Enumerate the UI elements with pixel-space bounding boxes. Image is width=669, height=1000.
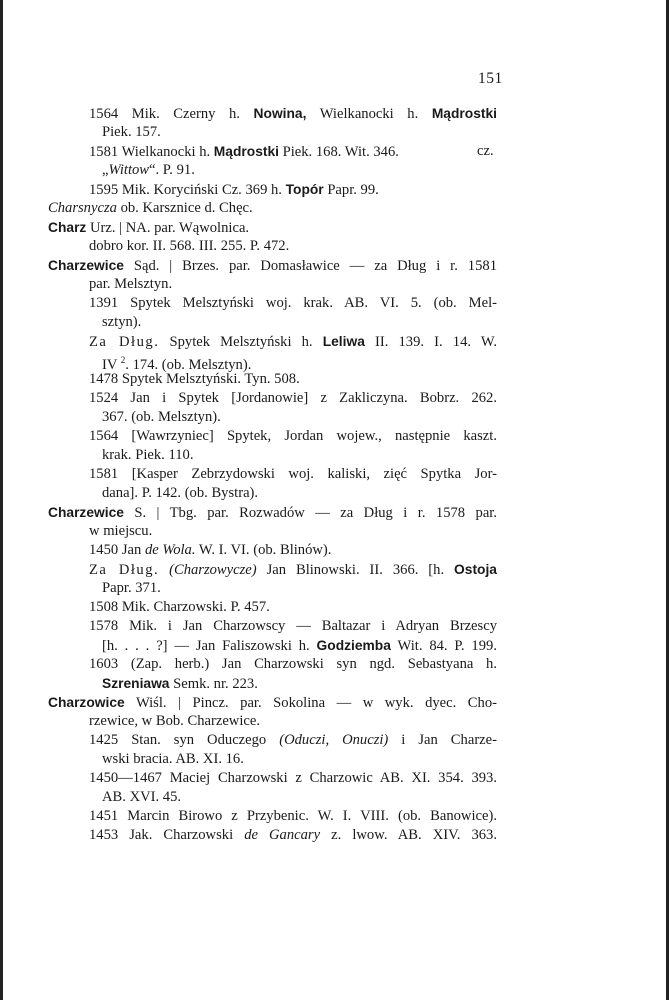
coat-of-arms: Ostoja — [454, 562, 497, 577]
text-line: 1581 Wielkanocki h. Mądrostki Piek. 168. Wit. 346. cz. — [89, 143, 494, 160]
coat-of-arms: Topór — [285, 182, 324, 197]
text-line: 1478 Spytek Melsztyński. Tyn. 508. — [89, 371, 300, 387]
text-line: 1391 Spytek Melsztyński woj. krak. AB. VI. 5. (ob. Mel- — [89, 295, 497, 311]
italic-name: Wittow — [108, 162, 150, 178]
text-line: 1450—1467 Maciej Charzowski z Charzowic AB. XI. 354. 393. — [89, 770, 497, 786]
text-line: dana]. P. 142. (ob. Bystra). — [102, 485, 259, 501]
entry-heading-line: Charz Urz. | NA. par. Wąwolnica. — [48, 220, 250, 236]
coat-of-arms: Leliwa — [322, 334, 365, 349]
coat-of-arms: Mądrostki — [431, 106, 497, 121]
entry-heading-italic: Charsnycza — [48, 200, 117, 216]
coat-of-arms: Szreniawa — [102, 676, 170, 691]
superscript: 2 — [120, 355, 126, 365]
text-line: 1453 Jak. Charzowski de Gancary z. lwow. AB. XIV. 363. — [89, 827, 497, 843]
page-number: 151 — [478, 70, 503, 87]
italic-name: (Oduczi, Onuczi) — [279, 732, 389, 748]
text-line: „Wittow“. P. 91. — [102, 162, 195, 178]
text-line: Za Dług. (Charzowycze) Jan Blinowski. II. 366. [h. Ostoja — [89, 562, 497, 578]
italic-name: de Gancary — [244, 827, 321, 843]
text-line: Piek. 157. — [102, 124, 161, 140]
text-line: 1578 Mik. i Jan Charzowscy — Baltazar i Adryan Brzescy — [89, 618, 497, 634]
text-line: dobro kor. II. 568. III. 255. P. 472. — [89, 238, 290, 254]
text-line: 1425 Stan. syn Oduczego (Oduczi, Onuczi) i Jan Charze- — [89, 732, 497, 748]
text-line: Papr. 371. — [102, 580, 161, 596]
text-line: sztyn). — [102, 314, 142, 330]
entry-heading-line: Charzewice S. | Tbg. par. Rozwadów — za Dług i r. 1578 par. — [48, 505, 497, 521]
text-line: 1450 Jan de Wola. W. I. VI. (ob. Blinów). — [89, 542, 332, 558]
entry-heading: Charzewice — [48, 505, 124, 520]
entry-heading-line: Charzowice Wiśl. | Pincz. par. Sokolina — w wyk. dyec. Cho- — [48, 695, 497, 711]
text-line: Szreniawa Semk. nr. 223. — [102, 676, 258, 692]
text-line: par. Melsztyn. — [89, 276, 173, 292]
text-line: [h. . . . ?] — Jan Faliszowski h. Godziemba Wit. 84. P. 199. — [102, 638, 497, 654]
page-body — [0, 104, 669, 845]
coat-of-arms: Nowina, — [253, 106, 307, 121]
text-line: 1524 Jan i Spytek [Jordanowie] z Zakliczyna. Bobrz. 262. — [89, 390, 497, 406]
spaced-label: Za Dług. — [89, 334, 160, 350]
text-line: 1595 Mik. Koryciński Cz. 369 h. Topór Papr. 99. — [89, 182, 379, 198]
italic-name: de Wola. — [144, 542, 196, 558]
coat-of-arms: Godziemba — [316, 638, 391, 653]
text-line — [0, 104, 669, 123]
entry-heading: Charzewice — [48, 258, 124, 273]
text-line: AB. XVI. 45. — [102, 789, 182, 805]
coat-of-arms: Mądrostki — [213, 144, 279, 159]
entry-heading-line: Charsnycza ob. Karsznice d. Chęc. — [48, 200, 253, 216]
entry-heading: Charz — [48, 220, 87, 235]
text-line: wski bracia. AB. XI. 16. — [102, 751, 244, 767]
entry-heading-line: Charzewice Sąd. | Brzes. par. Domasławice — za Dług i r. 1581 — [48, 258, 497, 274]
text-line: 1564 [Wawrzyniec] Spytek, Jordan wojew., następnie kaszt. — [89, 428, 497, 444]
text-line: rzewice, w Bob. Charzewice. — [89, 713, 260, 729]
entry-heading: Charzowice — [48, 695, 125, 710]
text-line: IV $^2$. 174. (ob. Melsztyn). — [102, 355, 252, 373]
text-line: w miejscu. — [89, 523, 153, 539]
text-line: krak. Piek. 110. — [102, 447, 194, 463]
text-line: Za Dług. Spytek Melsztyński h. Leliwa II. 139. I. 14. W. — [89, 334, 497, 350]
line-text: 1564 Mik. Czerny h. — [89, 106, 254, 122]
line-text: Wielkanocki h. — [306, 106, 432, 122]
spaced-label: Za Dług. — [89, 562, 160, 578]
text-line: 1603 (Zap. herb.) Jan Charzowski syn ngd. Sebastyana h. — [89, 656, 497, 672]
text-line: 1508 Mik. Charzowski. P. 457. — [89, 599, 270, 615]
reference-abbrev: cz. — [477, 143, 494, 159]
italic-name: (Charzowycze) — [169, 562, 257, 578]
text-line: 367. (ob. Melsztyn). — [102, 409, 221, 425]
text-line: 1451 Marcin Birowo z Przybenic. W. I. VIII. (ob. Banowice). — [89, 808, 497, 824]
text-line: 1581 [Kasper Zebrzydowski woj. kaliski, zięć Spytka Jor- — [89, 466, 497, 482]
